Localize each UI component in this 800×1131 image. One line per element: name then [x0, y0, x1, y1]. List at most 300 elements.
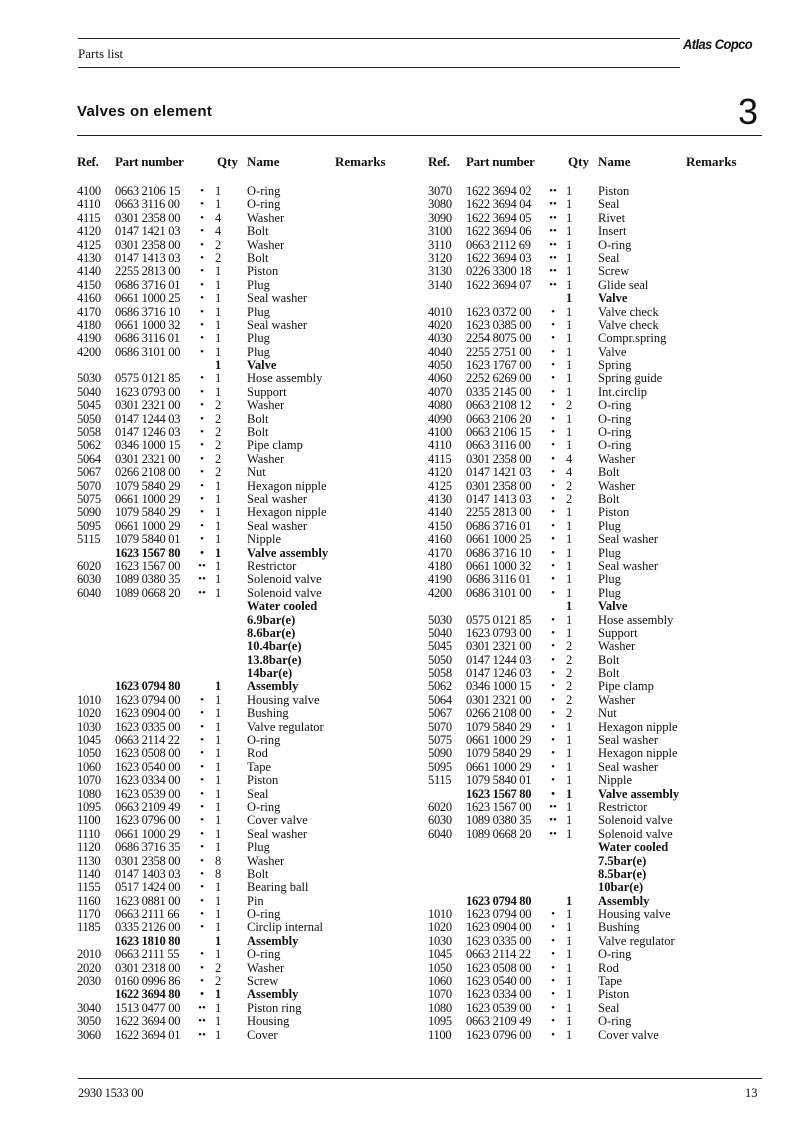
table-row	[428, 774, 748, 787]
cell-marker: ••	[198, 573, 206, 586]
cell-ref: 3060	[77, 1027, 101, 1042]
cell-marker: •	[200, 787, 204, 800]
cell-part-number: 1623 0794 00	[466, 907, 532, 922]
table-row	[428, 881, 748, 894]
cell-marker: •	[551, 345, 555, 358]
cell-part-number: 2254 8075 00	[466, 331, 532, 346]
table-row	[77, 721, 397, 734]
cell-marker: •	[200, 734, 204, 747]
table-row	[428, 721, 748, 734]
cell-name: Plug	[598, 585, 621, 600]
cell-marker: •	[200, 372, 204, 385]
cell-qty: 1	[566, 304, 573, 319]
cell-part-number: 0301 2321 00	[115, 451, 181, 466]
cell-part-number: 1089 0380 35	[115, 572, 181, 587]
col-header-ref: Ref.	[428, 154, 450, 169]
cell-qty: 1	[566, 947, 573, 962]
table-row	[428, 627, 748, 640]
table-row	[77, 654, 397, 667]
cell-part-number: 0661 1000 29	[115, 491, 181, 506]
cell-marker: ••	[549, 211, 557, 224]
cell-part-number: 0663 2109 49	[115, 799, 181, 814]
cell-qty: 1	[215, 733, 222, 748]
table-row	[77, 426, 397, 439]
cell-ref: 3130	[428, 264, 452, 279]
table-row	[77, 975, 397, 988]
cell-marker: •	[551, 533, 555, 546]
cell-name: Tape	[598, 974, 623, 989]
cell-name: Bolt	[598, 465, 620, 480]
cell-ref: 3140	[428, 277, 452, 292]
cell-marker: ••	[198, 1001, 206, 1014]
cell-name: Valve regulator	[598, 933, 675, 948]
cell-ref: 4120	[77, 224, 101, 239]
table-row	[77, 399, 397, 412]
cell-name: Seal washer	[247, 518, 308, 533]
cell-name: Washer	[247, 451, 285, 466]
cell-qty: 1	[215, 880, 222, 895]
cell-qty: 1	[215, 719, 222, 734]
cell-part-number: 1623 1567 80	[466, 786, 532, 801]
cell-part-number: 0663 2108 12	[466, 398, 532, 413]
table-row	[77, 587, 397, 600]
cell-name: Pin	[247, 893, 264, 908]
cell-qty: 1	[215, 840, 222, 855]
cell-name: Washer	[598, 451, 636, 466]
cell-qty: 1	[215, 505, 222, 520]
cell-ref: 1050	[428, 960, 452, 975]
cell-qty: 1	[566, 612, 573, 627]
cell-name: Seal washer	[247, 826, 308, 841]
cell-name: O-ring	[598, 1014, 632, 1029]
cell-name: Seal washer	[598, 532, 659, 547]
cell-part-number: 1623 0796 00	[466, 1027, 532, 1042]
cell-name: Seal	[598, 250, 620, 265]
cell-qty: 1	[215, 1027, 222, 1042]
section-rule	[77, 135, 762, 136]
cell-name: Bolt	[598, 491, 620, 506]
cell-name: O-ring	[247, 733, 281, 748]
cell-name: Bushing	[247, 706, 289, 721]
cell-ref: 4080	[428, 398, 452, 413]
cell-marker: ••	[549, 251, 557, 264]
cell-ref: 4180	[428, 558, 452, 573]
cell-qty: 1	[566, 518, 573, 533]
table-row	[428, 1029, 748, 1042]
cell-marker: •	[551, 640, 555, 653]
cell-part-number: 0147 1244 03	[115, 411, 181, 426]
cell-name: Plug	[598, 518, 621, 533]
table-row	[428, 667, 748, 680]
cell-qty: 1	[215, 813, 222, 828]
cell-marker: •	[551, 439, 555, 452]
cell-name: Valve	[598, 291, 628, 306]
cell-ref: 1080	[77, 786, 101, 801]
cell-part-number: 1622 3694 03	[466, 250, 532, 265]
cell-qty: 1	[215, 304, 222, 319]
cell-name: Washer	[598, 478, 636, 493]
table-row	[428, 828, 748, 841]
cell-qty: 4	[215, 210, 222, 225]
table-row	[77, 988, 397, 1001]
cell-qty: 1	[566, 197, 573, 212]
cell-ref: 4100	[428, 425, 452, 440]
cell-ref: 3080	[428, 197, 452, 212]
table-row	[77, 239, 397, 252]
table-row	[428, 332, 748, 345]
cell-part-number: 1623 1567 00	[115, 558, 181, 573]
cell-part-number: 0147 1421 03	[115, 224, 181, 239]
footer-rule	[78, 1078, 762, 1079]
table-row	[77, 680, 397, 693]
cell-part-number: 1623 0335 00	[466, 933, 532, 948]
cell-name: Nut	[247, 465, 266, 480]
table-row	[77, 372, 397, 385]
cell-marker: •	[551, 1001, 555, 1014]
table-row	[428, 252, 748, 265]
table-row	[77, 761, 397, 774]
cell-ref: 5050	[428, 652, 452, 667]
cell-part-number: 0661 1000 32	[466, 558, 532, 573]
cell-ref: 1060	[428, 974, 452, 989]
table-row	[428, 359, 748, 372]
cell-part-number: 0663 2111 66	[115, 907, 180, 922]
cell-qty: 8	[215, 866, 222, 881]
cell-ref: 4150	[428, 518, 452, 533]
cell-marker: •	[200, 198, 204, 211]
cell-marker: •	[200, 399, 204, 412]
cell-part-number: 0147 1421 03	[466, 465, 532, 480]
cell-marker: •	[551, 667, 555, 680]
table-row	[77, 319, 397, 332]
cell-name: Assembly	[247, 987, 299, 1002]
cell-marker: •	[200, 185, 204, 197]
cell-ref: 1070	[77, 773, 101, 788]
cell-name: O-ring	[598, 425, 632, 440]
cell-qty: 1	[215, 987, 222, 1002]
section-title: Valves on element	[77, 103, 213, 120]
cell-part-number: 1623 0794 80	[466, 893, 532, 908]
cell-ref: 1155	[77, 880, 101, 895]
cell-marker: •	[200, 693, 204, 706]
cell-qty: 1	[215, 799, 222, 814]
cell-part-number: 0663 3116 00	[466, 438, 531, 453]
cell-ref: 1010	[77, 692, 101, 707]
cell-qty: 1	[215, 933, 222, 948]
cell-part-number: 1623 0796 00	[115, 813, 181, 828]
cell-name: Solenoid valve	[247, 572, 322, 587]
cell-qty: 1	[566, 317, 573, 332]
cell-qty: 2	[215, 465, 222, 480]
cell-marker: •	[200, 546, 204, 559]
cell-qty: 1	[215, 184, 222, 198]
table-row	[428, 372, 748, 385]
cell-ref: 4190	[428, 572, 452, 587]
cell-ref: 4130	[428, 491, 452, 506]
cell-name: Washer	[247, 398, 285, 413]
cell-marker: •	[551, 988, 555, 1001]
cell-ref: 6040	[428, 826, 452, 841]
cell-qty: 1	[215, 532, 222, 547]
cell-qty: 1	[215, 746, 222, 761]
cell-ref: 4190	[77, 331, 101, 346]
cell-name: Valve	[598, 344, 627, 359]
cell-marker: •	[551, 506, 555, 519]
cell-qty: 1	[215, 907, 222, 922]
table-row	[77, 828, 397, 841]
cell-marker: •	[200, 318, 204, 331]
table-row	[77, 747, 397, 760]
cell-ref: 1045	[428, 947, 452, 962]
table-row	[428, 988, 748, 1001]
cell-part-number: 1623 1567 80	[115, 545, 181, 560]
cell-part-number: 1622 3694 80	[115, 987, 181, 1002]
cell-name: Seal	[598, 1000, 620, 1015]
cell-qty: 1	[215, 291, 222, 306]
cell-name: Piston	[247, 773, 279, 788]
cell-qty: 1	[566, 599, 573, 614]
cell-name: Hexagon nipple	[598, 746, 678, 761]
table-row	[428, 573, 748, 586]
cell-name: Nipple	[247, 532, 282, 547]
cell-ref: 1110	[77, 826, 100, 841]
cell-qty: 1	[215, 947, 222, 962]
cell-marker: ••	[549, 225, 557, 238]
table-row	[428, 198, 748, 211]
cell-name: Seal washer	[247, 317, 308, 332]
table-row	[77, 627, 397, 640]
cell-name: Circlip internal	[247, 920, 324, 935]
cell-part-number: 2255 2813 00	[466, 505, 532, 520]
cell-name: Insert	[598, 224, 627, 239]
cell-marker: ••	[549, 278, 557, 291]
cell-marker: •	[200, 439, 204, 452]
table-row	[77, 265, 397, 278]
cell-name: Bolt	[247, 866, 269, 881]
cell-name: Nut	[598, 706, 617, 721]
cell-name: Piston	[598, 987, 630, 1002]
cell-marker: •	[200, 225, 204, 238]
cell-qty: 2	[215, 398, 222, 413]
cell-qty: 1	[215, 786, 222, 801]
cell-qty: 1	[566, 813, 573, 828]
cell-marker: •	[551, 613, 555, 626]
col-header-qty: Qty	[568, 154, 589, 169]
cell-marker: •	[200, 519, 204, 532]
cell-ref: 4060	[428, 371, 452, 386]
cell-ref: 4100	[77, 184, 101, 198]
cell-qty: 1	[215, 826, 222, 841]
table-row	[77, 640, 397, 653]
cell-qty: 1	[215, 317, 222, 332]
cell-ref: 1020	[77, 706, 101, 721]
cell-ref: 4180	[77, 317, 101, 332]
cell-name: Plug	[247, 840, 270, 855]
cell-qty: 1	[566, 411, 573, 426]
cell-name: Hexagon nipple	[598, 719, 678, 734]
cell-part-number: 0335 2145 00	[466, 384, 532, 399]
cell-marker: ••	[549, 800, 557, 813]
cell-name: Seal washer	[247, 291, 308, 306]
cell-qty: 2	[566, 639, 573, 654]
cell-name: 14bar(e)	[247, 666, 293, 681]
cell-marker: •	[200, 720, 204, 733]
cell-ref: 1080	[428, 1000, 452, 1015]
table-row	[77, 801, 397, 814]
document-number: 2930 1533 00	[78, 1086, 144, 1100]
cell-marker: •	[200, 921, 204, 934]
cell-ref: 1020	[428, 920, 452, 935]
cell-ref: 6040	[77, 585, 101, 600]
cell-ref: 3070	[428, 184, 452, 198]
cell-part-number: 0517 1424 00	[115, 880, 181, 895]
cell-part-number: 1623 0335 00	[115, 719, 181, 734]
cell-part-number: 0686 3116 01	[115, 331, 180, 346]
cell-qty: 4	[566, 465, 573, 480]
cell-name: Restrictor	[247, 558, 297, 573]
cell-part-number: 0661 1000 29	[115, 518, 181, 533]
cell-part-number: 0663 2106 15	[466, 425, 532, 440]
cell-marker: •	[551, 774, 555, 787]
cell-marker: •	[200, 948, 204, 961]
cell-qty: 2	[566, 706, 573, 721]
cell-qty: 1	[215, 478, 222, 493]
cell-part-number: 1623 0334 00	[115, 773, 181, 788]
cell-qty: 1	[566, 987, 573, 1002]
cell-marker: •	[551, 586, 555, 599]
cell-marker: •	[551, 934, 555, 947]
cell-name: Plug	[247, 304, 270, 319]
table-row	[77, 306, 397, 319]
cell-marker: •	[551, 546, 555, 559]
cell-qty: 2	[215, 438, 222, 453]
table-row	[428, 734, 748, 747]
cell-name: Hexagon nipple	[247, 478, 327, 493]
cell-qty: 2	[566, 679, 573, 694]
cell-qty: 1	[566, 907, 573, 922]
cell-ref: 4170	[428, 545, 452, 560]
cell-qty: 2	[215, 425, 222, 440]
cell-marker: •	[200, 332, 204, 345]
cell-qty: 4	[215, 224, 222, 239]
cell-marker: •	[551, 426, 555, 439]
cell-qty: 2	[566, 652, 573, 667]
header-rule-bottom	[78, 67, 680, 68]
cell-part-number: 0301 2358 00	[466, 451, 532, 466]
cell-part-number: 1622 3694 00	[115, 1014, 181, 1029]
cell-name: Bolt	[247, 224, 269, 239]
table-row	[428, 279, 748, 292]
cell-name: Bearing ball	[247, 880, 309, 895]
cell-part-number: 0686 3101 00	[466, 585, 532, 600]
cell-marker: •	[551, 1028, 555, 1041]
cell-marker: •	[200, 814, 204, 827]
cell-part-number: 0686 3716 10	[466, 545, 532, 560]
table-row	[77, 948, 397, 961]
cell-part-number: 0301 2358 00	[466, 478, 532, 493]
cell-ref: 4140	[77, 264, 101, 279]
cell-name: Valve regulator	[247, 719, 324, 734]
cell-qty: 2	[215, 250, 222, 265]
cell-part-number: 1089 0668 20	[466, 826, 532, 841]
cell-name: O-ring	[247, 197, 281, 212]
cell-part-number: 0575 0121 85	[466, 612, 532, 627]
cell-qty: 1	[215, 331, 222, 346]
table-row	[428, 908, 748, 921]
cell-part-number: 1623 0540 00	[115, 759, 181, 774]
cell-name: Valve assembly	[598, 786, 680, 801]
cell-qty: 1	[215, 893, 222, 908]
cell-name: Cover valve	[247, 813, 308, 828]
cell-name: Seal washer	[598, 759, 659, 774]
cell-marker: •	[551, 385, 555, 398]
table-row	[428, 292, 748, 305]
table-row	[428, 761, 748, 774]
cell-ref: 5115	[77, 532, 101, 547]
cell-part-number: 1623 0793 00	[115, 384, 181, 399]
cell-name: Seal washer	[247, 491, 308, 506]
cell-name: O-ring	[247, 947, 281, 962]
cell-ref: 4170	[77, 304, 101, 319]
cell-qty: 1	[566, 210, 573, 225]
cell-name: Rod	[598, 960, 619, 975]
cell-marker: •	[200, 412, 204, 425]
cell-name: Hose assembly	[247, 371, 323, 386]
table-row	[428, 1015, 748, 1028]
cell-marker: •	[551, 519, 555, 532]
cell-marker: •	[551, 372, 555, 385]
cell-part-number: 0661 1000 25	[466, 532, 532, 547]
table-row	[428, 707, 748, 720]
cell-part-number: 0661 1000 25	[115, 291, 181, 306]
cell-ref: 1100	[428, 1027, 452, 1042]
table-row	[77, 212, 397, 225]
cell-ref: 3040	[77, 1000, 101, 1015]
cell-ref: 1130	[77, 853, 101, 868]
cell-part-number: 1623 0540 00	[466, 974, 532, 989]
col-header-remarks: Remarks	[686, 154, 737, 169]
cell-ref: 4050	[428, 358, 452, 373]
table-row	[428, 814, 748, 827]
cell-name: 7.5bar(e)	[598, 853, 647, 868]
cell-part-number: 0663 2106 20	[466, 411, 532, 426]
table-row	[428, 680, 748, 693]
cell-qty: 1	[215, 384, 222, 399]
cell-marker: •	[200, 292, 204, 305]
cell-part-number: 1079 5840 01	[115, 532, 181, 547]
cell-marker: •	[200, 894, 204, 907]
cell-part-number: 0663 3116 00	[115, 197, 180, 212]
cell-qty: 1	[215, 679, 222, 694]
cell-qty: 1	[566, 759, 573, 774]
table-row	[77, 279, 397, 292]
cell-part-number: 1623 0794 80	[115, 679, 181, 694]
table-row	[428, 480, 748, 493]
table-row	[77, 1002, 397, 1015]
cell-ref: 6020	[77, 558, 101, 573]
cell-qty: 1	[566, 786, 573, 801]
cell-name: O-ring	[598, 947, 632, 962]
cell-part-number: 1623 0539 00	[466, 1000, 532, 1015]
cell-name: O-ring	[598, 237, 632, 252]
table-row	[428, 560, 748, 573]
cell-qty: 1	[215, 264, 222, 279]
table-row	[428, 466, 748, 479]
cell-part-number: 2252 6269 00	[466, 371, 532, 386]
cell-qty: 1	[566, 933, 573, 948]
cell-name: Washer	[247, 210, 285, 225]
cell-qty: 1	[215, 491, 222, 506]
